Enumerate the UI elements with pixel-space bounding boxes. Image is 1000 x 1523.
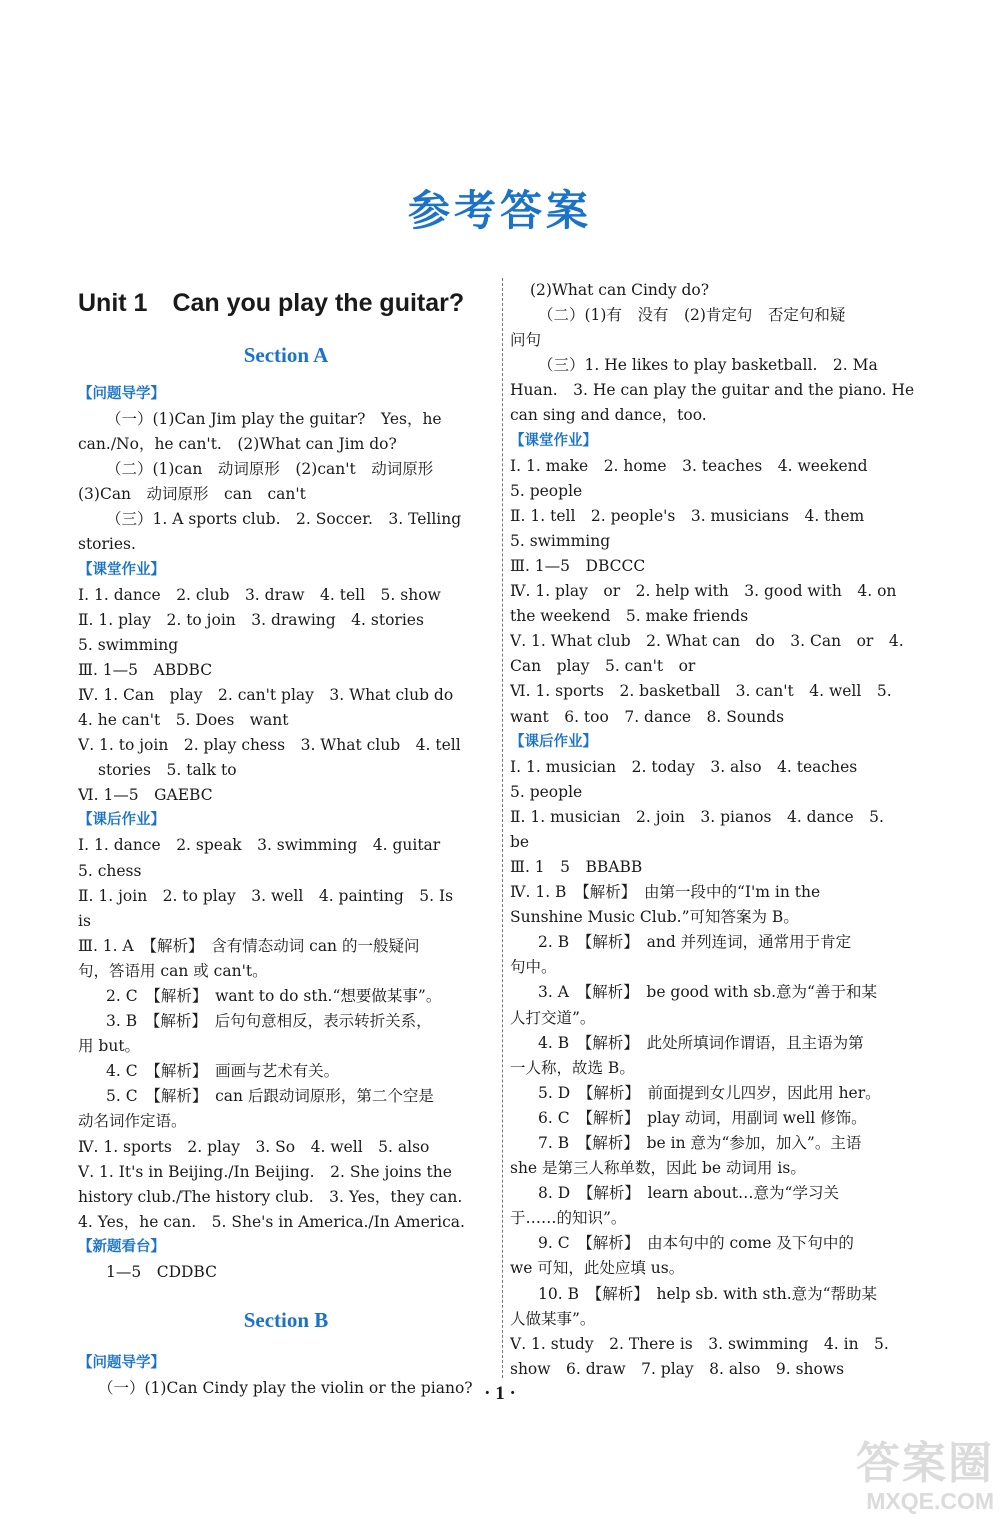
- page-number: · 1 ·: [484, 1383, 516, 1404]
- answer-line: 动名词作定语。: [78, 1112, 187, 1131]
- answer-line: Ⅳ. 1. play or 2. help with 3. good with 4. on: [510, 582, 897, 601]
- answer-line: Ⅲ. 1—5 DBCCC: [510, 556, 646, 575]
- answer-line: stories 5. talk to: [98, 761, 237, 780]
- answer-line: 6. C 【解析】 play 动词，用副词 well 修饰。: [538, 1108, 867, 1127]
- answer-line: Ⅲ. 1 5 BBABB: [510, 857, 643, 876]
- answer-line: Ⅳ. 1. B 【解析】 由第一段中的“I'm in the: [510, 883, 821, 902]
- answer-line: Ⅰ. 1. make 2. home 3. teaches 4. weekend: [510, 456, 868, 475]
- answer-line: （一）(1)Can Cindy play the violin or the piano?: [98, 1379, 473, 1397]
- answer-line: can./No，he can't. (2)What can Jim do?: [78, 435, 397, 454]
- watermark-url: MXQE.COM: [866, 1488, 994, 1514]
- answer-line: 8. D 【解析】 learn about…意为“学习关: [538, 1184, 839, 1203]
- answer-line: 10. B 【解析】 help sb. with sth.意为“帮助某: [538, 1284, 878, 1303]
- header-xinti: 【新题看台】: [78, 1238, 165, 1255]
- answer-line: Huan. 3. He can play the guitar and the piano. He: [510, 381, 915, 400]
- page-title: 参考答案: [407, 186, 592, 235]
- answer-line: Ⅱ. 1. tell 2. people's 3. musicians 4. them: [510, 506, 865, 525]
- answer-line: Ⅲ. 1. A 【解析】 含有情态动词 can 的一般疑问: [78, 936, 420, 955]
- answer-line: want 6. too 7. dance 8. Sounds: [510, 707, 785, 726]
- answer-line: Ⅲ. 1—5 ABDBC: [78, 660, 213, 679]
- header-ketang: 【课堂作业】: [78, 561, 165, 578]
- answer-line: 4. B 【解析】 此处所填词作谓语，且主语为第: [538, 1033, 864, 1052]
- answer-line: 5. chess: [78, 861, 142, 880]
- answer-line: 于……的知识”。: [510, 1209, 627, 1228]
- header-wenti-b: 【问题导学】: [78, 1355, 165, 1371]
- answer-line: history club./The history club. 3. Yes，they can.: [78, 1187, 463, 1206]
- answer-line: Ⅳ. 1. Can play 2. can't play 3. What club do: [78, 685, 454, 704]
- answer-line: Ⅵ. 1. sports 2. basketball 3. can't 4. well 5.: [510, 682, 892, 701]
- answer-line: 问句: [510, 331, 542, 350]
- answer-line: （三）1. A sports club. 2. Soccer. 3. Telling: [106, 510, 462, 529]
- answer-line: Ⅴ. 1. It's in Beijing./In Beijing. 2. She joins the: [78, 1162, 452, 1181]
- answer-line: 3. B 【解析】 后句句意相反，表示转折关系，: [106, 1012, 432, 1031]
- answer-line: Ⅱ. 1. play 2. to join 3. drawing 4. stories: [78, 610, 424, 629]
- watermark-text: 答案圈: [856, 1438, 994, 1489]
- answer-line: 人做某事”。: [510, 1309, 596, 1328]
- answer-line: Sunshine Music Club.”可知答案为 B。: [510, 908, 799, 927]
- answer-line: 用 but。: [78, 1037, 141, 1056]
- watermark-logo: [808, 1440, 994, 1520]
- answer-line: 5. swimming: [78, 635, 179, 654]
- answer-line: 3. A 【解析】 be good with sb.意为“善于和某: [538, 983, 877, 1002]
- column-divider: [502, 278, 503, 1378]
- answer-line: 5. C 【解析】 can 后跟动词原形，第二个空是: [106, 1087, 434, 1106]
- answer-line: 1—5 CDDBC: [106, 1262, 217, 1281]
- answer-line: (2)What can Cindy do?: [530, 281, 710, 299]
- answer-line: 4. C 【解析】 画画与艺术有关。: [106, 1062, 340, 1081]
- right-column: [510, 278, 926, 1382]
- answer-line: （二）(1)有 没有 (2)肯定句 否定句和疑: [538, 306, 846, 325]
- answer-line: 2. B 【解析】 and 并列连词，通常用于肯定: [538, 933, 852, 952]
- section-b-title: Section B: [243, 1308, 329, 1332]
- answer-line: Can play 5. can't or: [510, 657, 696, 676]
- answer-line: stories.: [78, 535, 136, 554]
- answer-line: 5. D 【解析】 前面提到女儿四岁，因此用 her。: [538, 1083, 881, 1102]
- header-ketang-b: 【课堂作业】: [510, 432, 597, 449]
- answer-line: Ⅰ. 1. dance 2. club 3. draw 4. tell 5. show: [78, 585, 441, 604]
- answer-line: 句中。: [510, 958, 557, 977]
- answer-line: Ⅳ. 1. sports 2. play 3. So 4. well 5. also: [78, 1137, 430, 1156]
- answer-line: 2. C 【解析】 want to do sth.“想要做某事”。: [106, 986, 442, 1005]
- unit-title: Unit 1 Can you play the guitar?: [78, 289, 465, 317]
- answer-line: 4. he can't 5. Does want: [78, 711, 289, 730]
- header-kehou-b: 【课后作业】: [510, 733, 597, 750]
- answer-line: is: [78, 911, 91, 930]
- answer-line: 5. people: [510, 782, 583, 801]
- answer-line: Ⅴ. 1. study 2. There is 3. swimming 4. in 5.: [510, 1334, 889, 1353]
- answer-line: 句，答语用 can 或 can't。: [78, 961, 268, 980]
- header-kehou: 【课后作业】: [78, 812, 165, 829]
- answer-line: 人打交道”。: [510, 1008, 596, 1027]
- answer-line: 5. people: [510, 481, 583, 500]
- answer-line: 7. B 【解析】 be in 意为“参加，加入”。主语: [538, 1134, 862, 1152]
- answer-line: （二）(1)can 动词原形 (2)can't 动词原形: [106, 460, 434, 479]
- answer-line: Ⅵ. 1—5 GAEBC: [78, 786, 213, 805]
- answer-line: we 可知，此处应填 us。: [510, 1259, 685, 1278]
- answer-line: she 是第三人称单数，因此 be 动词用 is。: [510, 1159, 806, 1178]
- answer-line: Ⅰ. 1. dance 2. speak 3. swimming 4. guitar: [78, 836, 441, 855]
- answer-line: 一人称，故选 B。: [510, 1058, 635, 1077]
- answer-line: Ⅰ. 1. musician 2. today 3. also 4. teaches: [510, 757, 858, 776]
- answer-line: Ⅱ. 1. join 2. to play 3. well 4. painting 5. Is: [78, 886, 454, 905]
- answer-line: Ⅴ. 1. to join 2. play chess 3. What club 4. tell: [78, 736, 461, 755]
- answer-line: （一）(1)Can Jim play the guitar? Yes，he: [106, 410, 442, 428]
- left-column: [78, 278, 494, 1401]
- answer-line: （三）1. He likes to play basketball. 2. Ma: [538, 356, 878, 375]
- answer-line: be: [510, 832, 530, 851]
- section-a-title: Section A: [243, 343, 329, 367]
- answer-line: 4. Yes，he can. 5. She's in America./In America.: [78, 1212, 465, 1231]
- header-wenti: 【问题导学】: [78, 386, 165, 402]
- answer-line: (3)Can 动词原形 can can't: [78, 485, 306, 504]
- answer-line: can sing and dance，too.: [510, 406, 707, 425]
- answer-line: 9. C 【解析】 由本句中的 come 及下句中的: [538, 1234, 854, 1253]
- answer-line: Ⅴ. 1. What club 2. What can do 3. Can or 4.: [510, 632, 904, 651]
- answer-line: show 6. draw 7. play 8. also 9. shows: [510, 1359, 845, 1378]
- answer-line: Ⅱ. 1. musician 2. join 3. pianos 4. dance 5.: [510, 807, 884, 826]
- answer-line: the weekend 5. make friends: [510, 607, 749, 626]
- answer-line: 5. swimming: [510, 531, 611, 550]
